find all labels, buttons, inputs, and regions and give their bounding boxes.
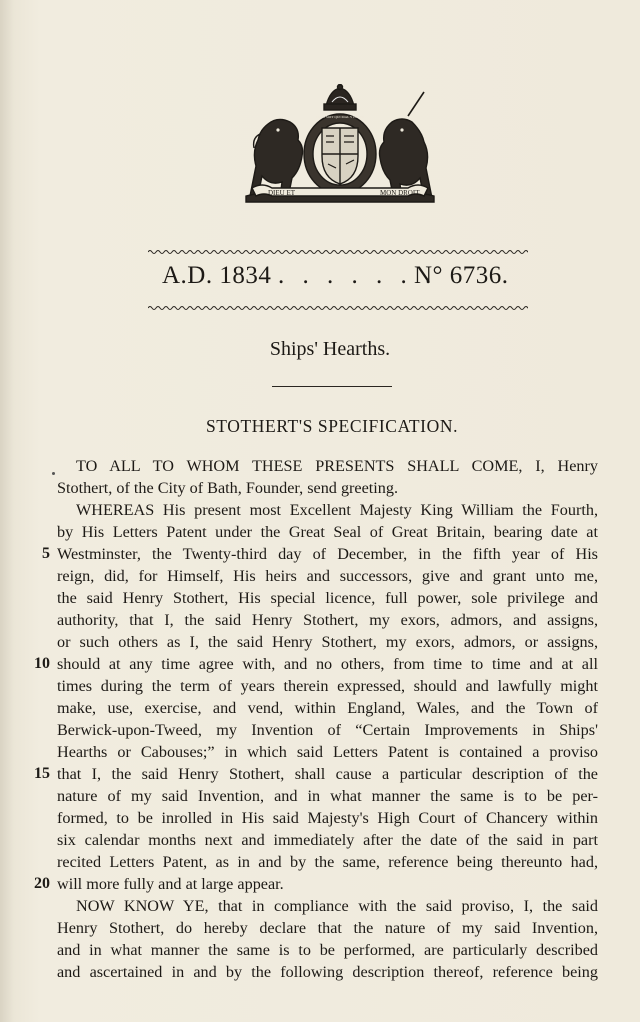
line-text: TO ALL TO WHOM THESE PRESENTS SHALL COME, I, Henry [76,457,598,475]
patent-heading [160,262,520,296]
line-text: six calendar months next and immediately after the date of the said in part [57,831,598,849]
line-text: the said Henry Stothert, His special licence, full power, sole privilege and [57,589,598,607]
line-text: nature of my said Invention, and in what manner the same is to be per- [57,787,598,805]
line-text: times during the term of years therein expressed, should and lawfully might [57,677,598,695]
top-wavy-rule [148,249,528,255]
line-text: formed, to be inrolled in His said Majesty's High Court of Chancery within [57,809,598,827]
line-number: 15 [34,765,50,782]
line-text: recited Letters Patent, as in and by the same, reference being thereunto had, [57,853,598,871]
line-number: 10 [34,655,50,672]
heading-dots: . . . . . . . [278,262,438,289]
line-text: Hearths or Cabouses;” in which said Letters Patent is contained a proviso [57,743,598,761]
short-rule [272,386,392,387]
line-text: will more fully and at large appear. [57,875,284,893]
patent-number: N° 6736. [414,262,509,289]
royal-coat-of-arms-icon [238,84,442,216]
line-text: make, use, exercise, and vend, within England, Wales, and the Town of [57,699,598,717]
line-text: authority, that I, the said Henry Stothert, my exors, admors, and assigns, [57,611,598,629]
line-text: Henry Stothert, do hereby declare that the nature of my said Invention, [57,919,598,937]
garter-text: HONI SOIT QUI MAL Y PENSE [316,115,364,119]
specification-title: STOTHERT'S SPECIFICATION. [205,416,459,436]
bottom-wavy-rule [148,305,528,311]
line-text: should at any time agree with, and no others, from time to time and at all [57,655,598,673]
patent-year: A.D. 1834 [162,262,272,289]
document-subject: Ships' Hearths. [269,338,391,360]
line-text: WHEREAS His present most Excellent Majesty King William the Fourth, [76,501,598,519]
line-text: Westminster, the Twenty-third day of December, in the fifth year of His [57,545,598,563]
line-text: by His Letters Patent under the Great Seal of Great Britain, bearing date at [57,523,598,541]
line-text: Berwick-upon-Tweed, my Invention of “Certain Improvements in Ships' [57,721,598,739]
line-text: NOW KNOW YE, that in compliance with the said proviso, I, the said [76,897,598,915]
line-number: 5 [42,545,50,562]
line-number: 20 [34,875,50,892]
line-text: and ascertained in and by the following description thereof, reference being [57,963,598,981]
margin-dot [52,472,55,475]
line-text: or such others as I, the said Henry Stothert, my exors, admors, or assigns, [57,633,598,651]
crest-motto-right: MON DROIT [380,189,420,197]
crest-motto-left: DIEU ET [268,189,296,197]
line-text: that I, the said Henry Stothert, shall cause a particular description of the [57,765,598,783]
line-text: and in what manner the same is to be performed, are particularly described [57,941,598,959]
line-text: reign, did, for Himself, His heirs and successors, give and grant unto me, [57,567,598,585]
line-text: Stothert, of the City of Bath, Founder, send greeting. [57,479,399,497]
